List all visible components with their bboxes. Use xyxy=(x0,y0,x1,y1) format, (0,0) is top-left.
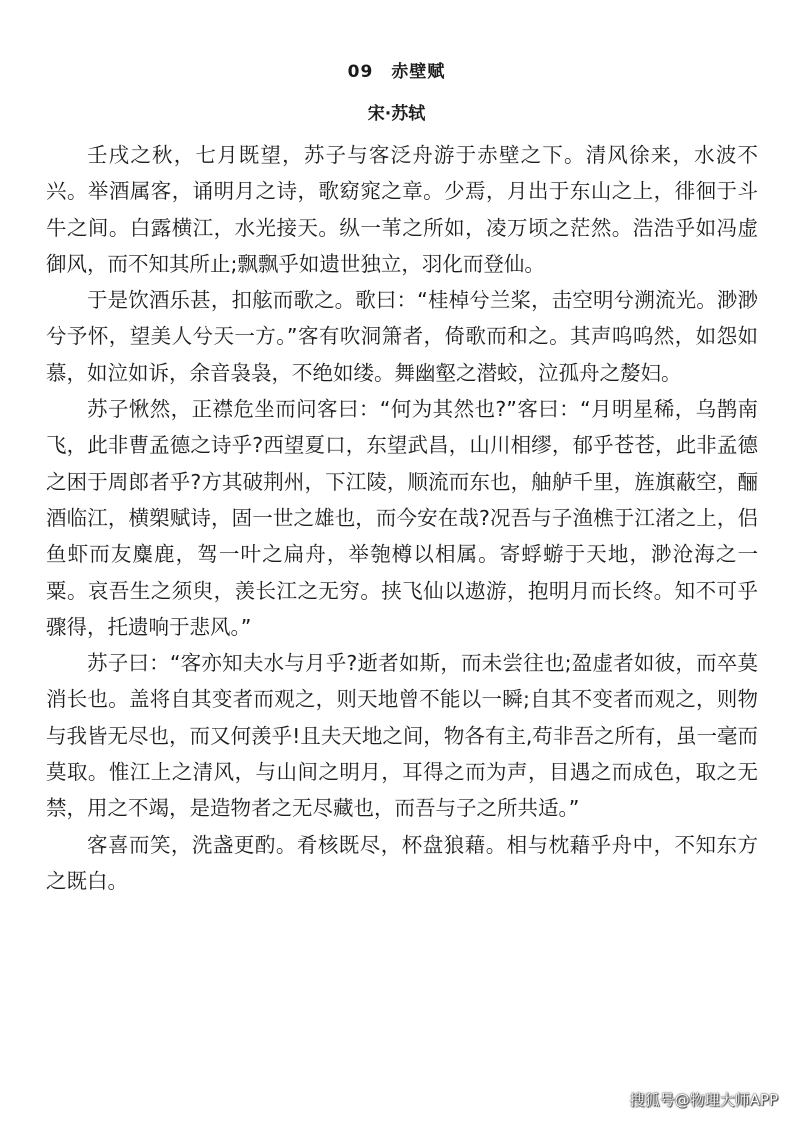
body-text xyxy=(46,137,758,899)
paragraph-5: 客喜而笑，洗盏更酌。肴核既尽，杯盘狼藉。相与枕藉乎舟中，不知东方之既白。 xyxy=(46,832,758,893)
page-title xyxy=(0,58,793,86)
title-number: 09 xyxy=(347,62,374,82)
title-text: 赤壁赋 xyxy=(391,62,446,82)
author-line: 宋·苏轼 xyxy=(367,104,426,124)
paragraph-4: 苏子曰：“客亦知夫水与月乎?逝者如斯，而未尝往也;盈虚者如彼，而卒莫消长也。盖将自其变者而观之，则天地曾不能以一瞬;自其不变者而观之，则物与我皆无尽也，而又何羡乎!且夫天地之间，物各有主,苟非吾之所有，虽一毫而莫取。惟江上之清风，与山间之明月，耳得之而为声，目遇之而成色，取之无禁，用之不竭，是造物者之无尽藏也，而吾与子之所共适。” xyxy=(46,651,758,821)
source-watermark: 搜狐号@物理大师APP xyxy=(629,1091,778,1109)
paragraph-3: 苏子愀然，正襟危坐而问客曰：“何为其然也?”客曰：“月明星稀，乌鹊南飞，此非曹孟德之诗乎?西望夏口，东望武昌，山川相缪，郁乎苍苍，此非孟德之困于周郎者乎?方其破荆州，下江陵，顺流而东也，舳舻千里，旌旗蔽空，酾酒临江，横槊赋诗，固一世之雄也，而今安在哉?况吾与子渔樵于江渚之上，侣鱼虾而友麋鹿，驾一叶之扁舟，举匏樽以相属。寄蜉蝣于天地，渺沧海之一粟。哀吾生之须臾，羡长江之无穷。挟飞仙以遨游，抱明月而长终。知不可乎骤得，托遗响于悲风。” xyxy=(46,397,758,639)
paragraph-1: 壬戌之秋，七月既望，苏子与客泛舟游于赤壁之下。清风徐来，水波不兴。举酒属客，诵明月之诗，歌窈窕之章。少焉，月出于东山之上，徘徊于斗牛之间。白露横江，水光接天。纵一苇之所如，凌万顷之茫然。浩浩乎如冯虚御风，而不知其所止;飘飘乎如遗世独立，羽化而登仙。 xyxy=(46,143,758,276)
paragraph-2: 于是饮酒乐甚，扣舷而歌之。歌曰：“桂棹兮兰桨，击空明兮溯流光。渺渺兮予怀，望美人兮天一方。”客有吹洞箫者，倚歌而和之。其声呜呜然，如怨如慕，如泣如诉，余音袅袅，不绝如缕。舞幽壑之潜蛟，泣孤舟之嫠妇。 xyxy=(46,288,758,385)
